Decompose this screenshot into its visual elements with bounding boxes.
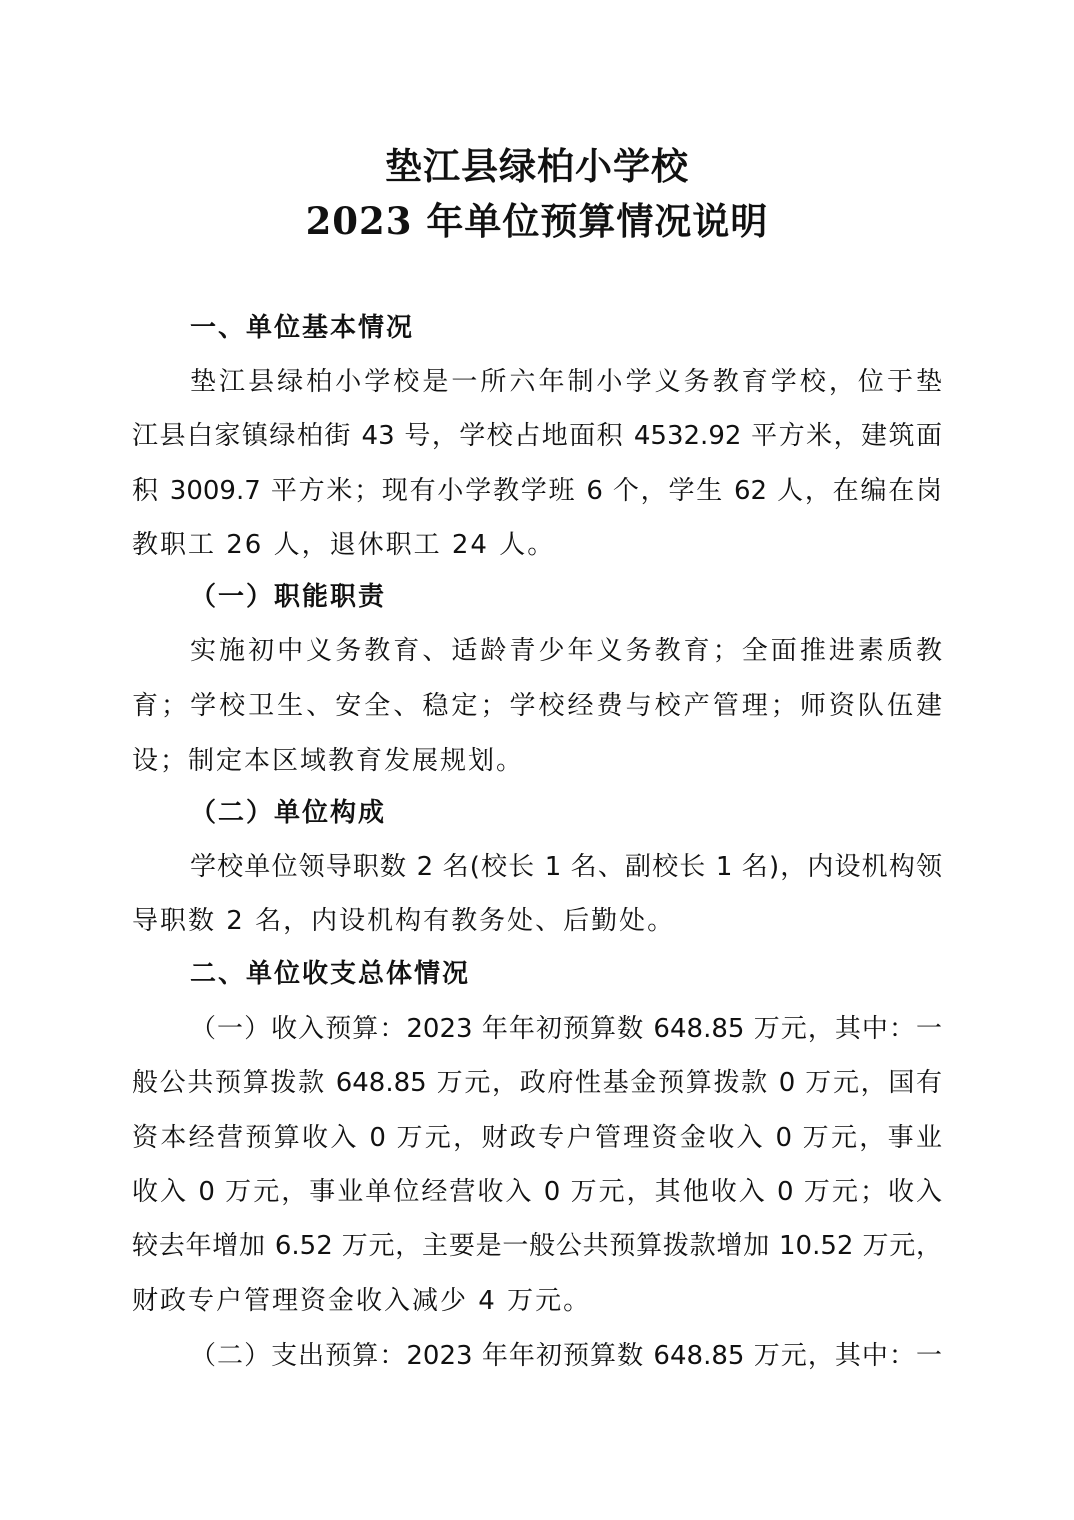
- income-paragraph-line: 资本经营预算收入 0 万元，财政专户管理资金收入 0 万元，事业: [132, 1123, 942, 1153]
- section1-paragraph-line: 教职工 26 人，退休职工 24 人。: [132, 530, 556, 560]
- section1-paragraph-line: 垫江县绿柏小学校是一所六年制小学义务教育学校，位于垫: [190, 367, 942, 397]
- document-title-line2: 2023 年单位预算情况说明: [305, 199, 769, 243]
- income-paragraph-line: （一）收入预算：2023 年年初预算数 648.85 万元，其中：一: [190, 1014, 942, 1044]
- duties-paragraph-line: 实施初中义务教育、适龄青少年义务教育；全面推进素质教: [190, 636, 942, 666]
- section1-paragraph-line: 积 3009.7 平方米；现有小学教学班 6 个，学生 62 人，在编在岗: [132, 476, 942, 506]
- structure-paragraph-line: 导职数 2 名，内设机构有教务处、后勤处。: [132, 906, 676, 936]
- structure-paragraph-line: 学校单位领导职数 2 名(校长 1 名、副校长 1 名)，内设机构领: [190, 852, 942, 882]
- expense-paragraph-line: （二）支出预算：2023 年年初预算数 648.85 万元，其中：一: [190, 1341, 942, 1371]
- subsection-duties-heading: （一）职能职责: [190, 582, 387, 612]
- document-title-line1: 垫江县绿柏小学校: [385, 144, 689, 188]
- income-paragraph-line: 收入 0 万元，事业单位经营收入 0 万元，其他收入 0 万元；收入: [132, 1177, 942, 1207]
- income-paragraph-line: 较去年增加 6.52 万元，主要是一般公共预算拨款增加 10.52 万元，: [132, 1231, 942, 1261]
- section1-paragraph-line: 江县白家镇绿柏街 43 号，学校占地面积 4532.92 平方米，建筑面: [132, 421, 942, 451]
- section2-heading: 二、单位收支总体情况: [190, 959, 471, 989]
- duties-paragraph-line: 育；学校卫生、安全、稳定；学校经费与校产管理；师资队伍建: [132, 691, 942, 721]
- income-paragraph-line: 般公共预算拨款 648.85 万元，政府性基金预算拨款 0 万元，国有: [132, 1068, 942, 1098]
- income-paragraph-line: 财政专户管理资金收入减少 4 万元。: [132, 1286, 592, 1316]
- duties-paragraph-line: 设；制定本区域教育发展规划。: [132, 746, 525, 776]
- section1-heading: 一、单位基本情况: [190, 313, 415, 343]
- subsection-structure-heading: （二）单位构成: [190, 798, 387, 828]
